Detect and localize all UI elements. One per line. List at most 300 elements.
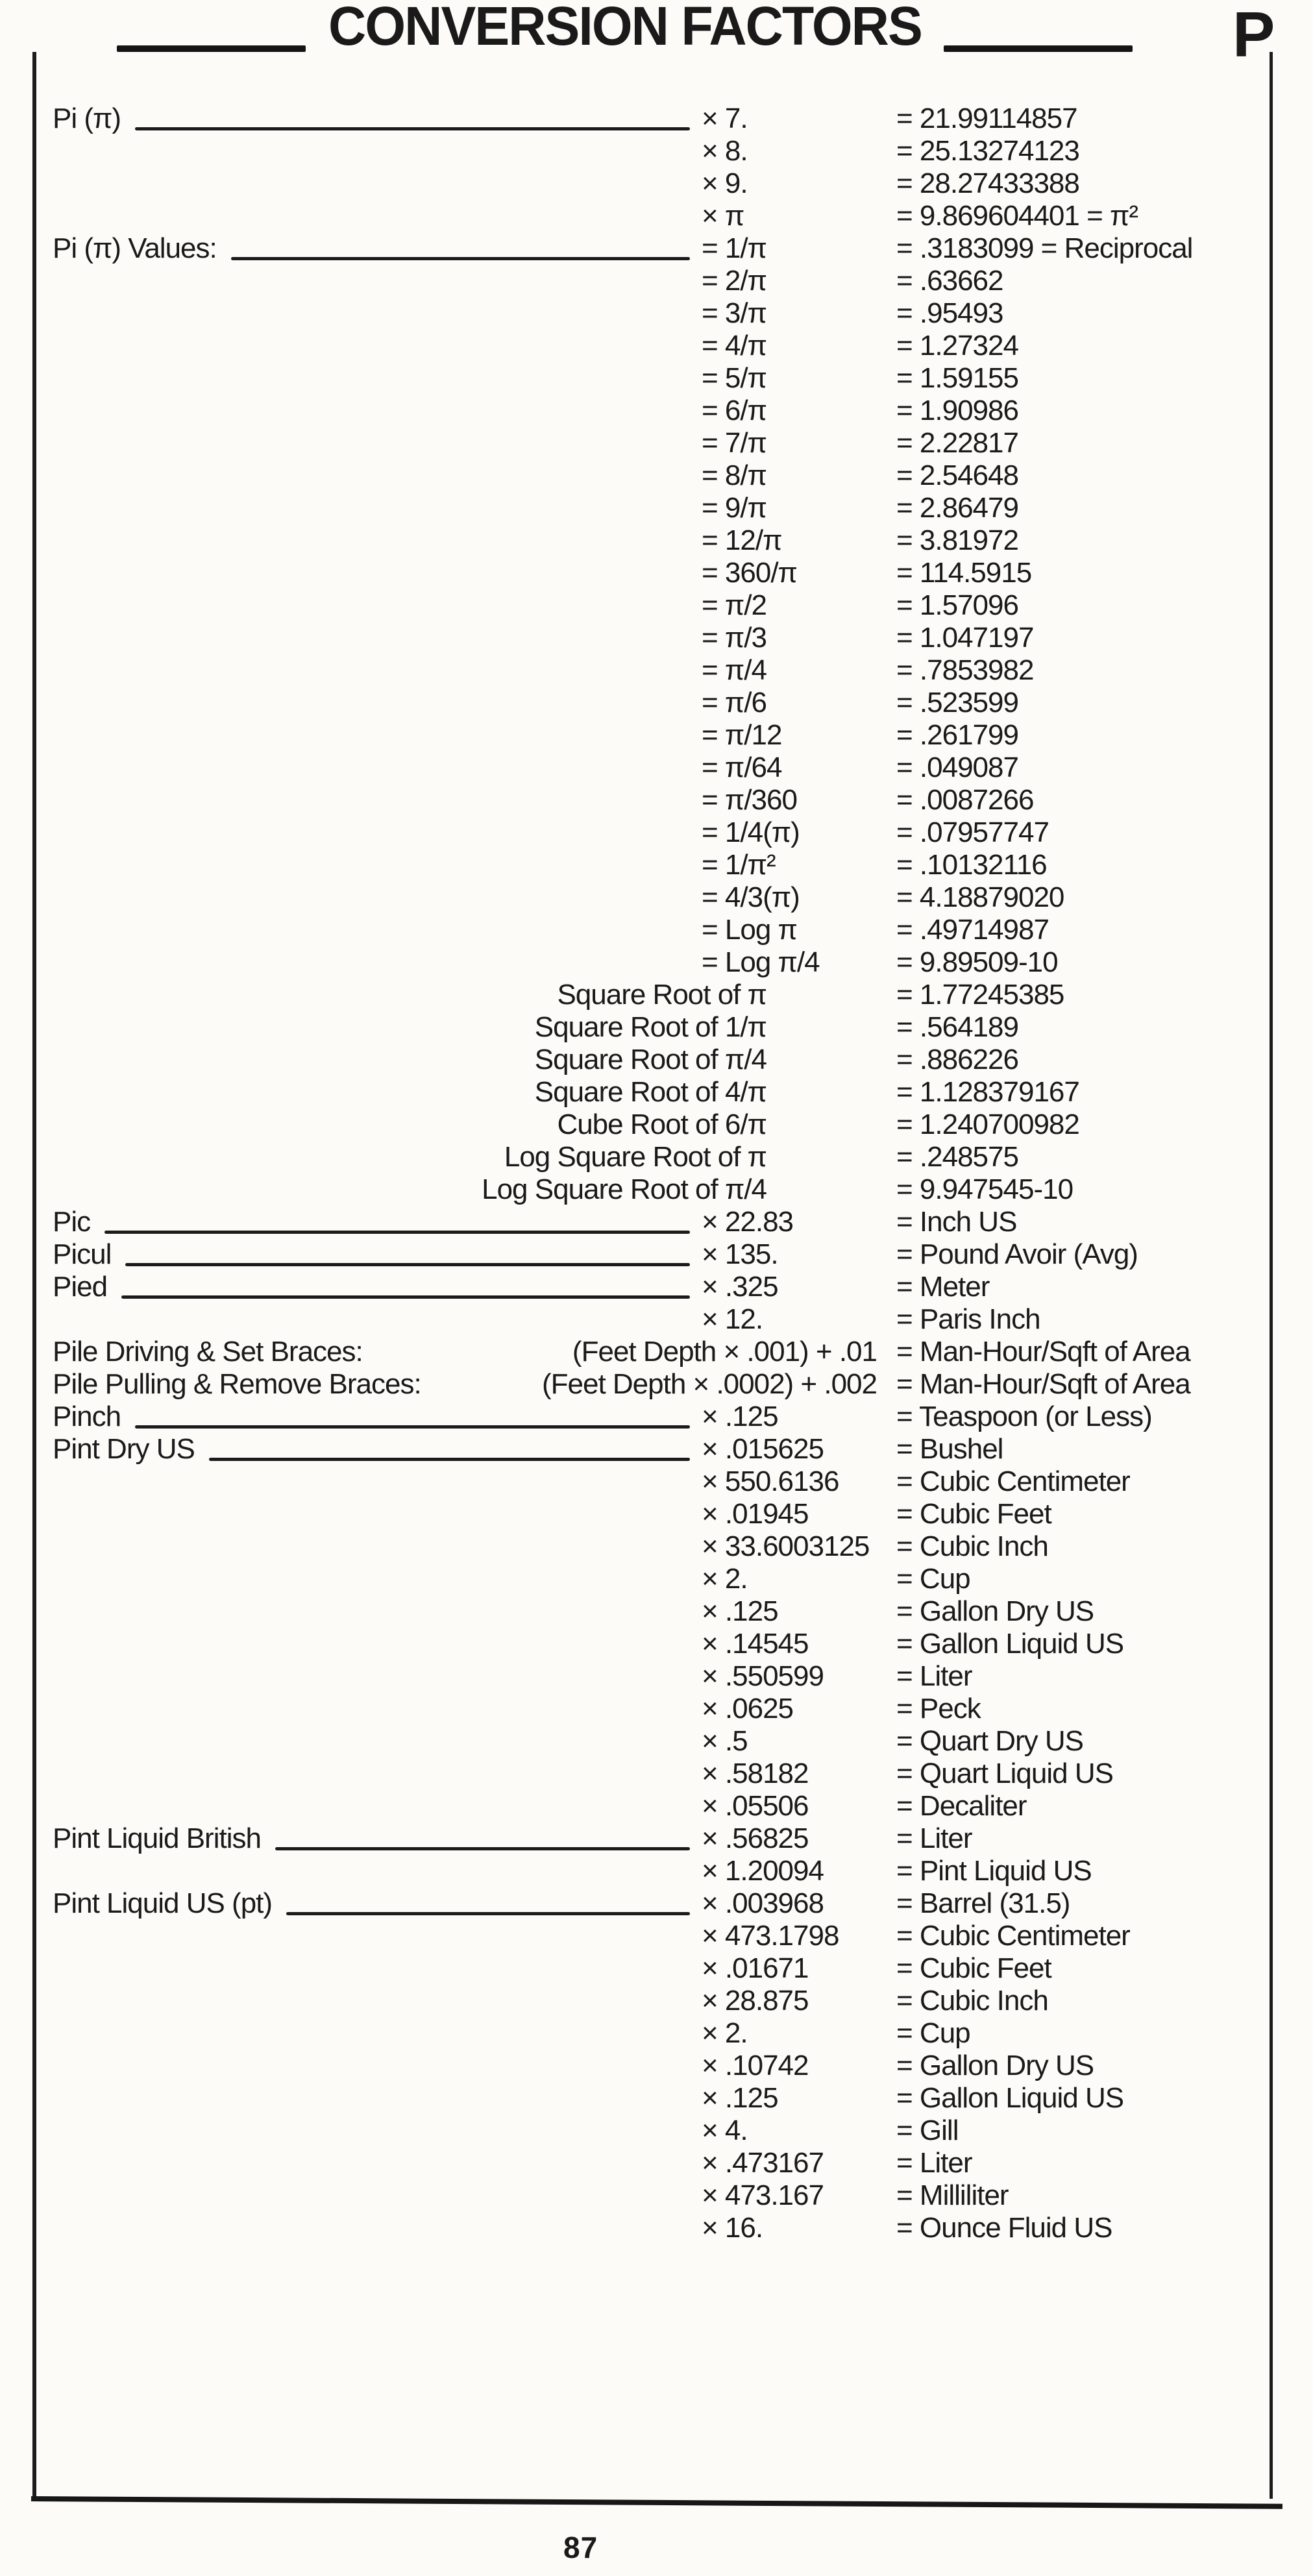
- row-expression: × .0625: [702, 1693, 794, 1724]
- row-expression: = 1/π: [702, 232, 767, 264]
- row-expression: Square Root of 1/π: [534, 1011, 767, 1043]
- row-value: = Paris Inch: [896, 1303, 1040, 1335]
- leader-line: [125, 1263, 690, 1266]
- row-label: Pint Liquid US (pt): [53, 1887, 273, 1919]
- row-expression-zone: [702, 689, 896, 717]
- row-expression: × 8.: [702, 135, 748, 167]
- row-value: = Cup: [896, 1563, 970, 1595]
- row-value: = .10132116: [896, 849, 1047, 881]
- row-expression: × 473.1798: [702, 1920, 839, 1952]
- row-value: = Bushel: [896, 1433, 1003, 1465]
- row-expression: = π/360: [702, 784, 797, 816]
- table-row: [36, 330, 1270, 362]
- conversion-table: [36, 103, 1270, 2244]
- row-expression: × .550599: [702, 1660, 824, 1692]
- row-expression-zone: [702, 1240, 896, 1269]
- row-expression-zone: [702, 721, 896, 750]
- table-row: [36, 589, 1270, 622]
- row-value: = Quart Liquid US: [896, 1758, 1113, 1789]
- row-expression: × 4.: [702, 2115, 748, 2146]
- row-label-zone: [53, 1240, 702, 1269]
- table-row: [36, 1011, 1270, 1044]
- row-expression-zone: [702, 851, 896, 879]
- row-label: Pi (π): [53, 103, 121, 134]
- content-box: [32, 52, 1273, 2499]
- row-value: = Milliliter: [896, 2179, 1009, 2211]
- table-row: [36, 752, 1270, 784]
- row-expression: = π/4: [702, 654, 767, 686]
- table-row: [36, 2147, 1270, 2179]
- row-expression-zone: [702, 559, 896, 587]
- row-expression-zone: [702, 2052, 896, 2080]
- row-expression-zone: [702, 1662, 896, 1691]
- table-row: [36, 1466, 1270, 1498]
- row-value: = .0087266: [896, 784, 1034, 816]
- row-value: = .63662: [896, 265, 1003, 297]
- row-expression-zone: [702, 137, 896, 166]
- row-expression: × .125: [702, 1595, 778, 1627]
- table-row: [36, 1628, 1270, 1660]
- table-row: [36, 2212, 1270, 2244]
- row-expression-zone: [702, 2214, 896, 2242]
- row-label-zone: [53, 981, 767, 1009]
- row-expression-zone: [702, 948, 896, 977]
- row-expression: × .01671: [702, 1952, 809, 1984]
- row-expression: × .003968: [702, 1887, 824, 1919]
- leader-line: [209, 1458, 690, 1461]
- row-expression: = 1/π²: [702, 849, 776, 881]
- row-expression: × .56825: [702, 1822, 809, 1854]
- table-row: [36, 2115, 1270, 2147]
- table-row: [36, 200, 1270, 232]
- row-expression: Square Root of π/4: [534, 1044, 767, 1075]
- row-value: = .07957747: [896, 816, 1049, 848]
- row-label: Pint Liquid British: [53, 1822, 261, 1854]
- row-value: = Inch US: [896, 1206, 1017, 1238]
- row-value: = .7853982: [896, 654, 1034, 686]
- row-label-zone: [53, 1889, 702, 1918]
- row-expression: × π: [702, 200, 744, 232]
- row-value: = .564189: [896, 1011, 1018, 1043]
- row-expression: = 1/4(π): [702, 816, 800, 848]
- row-expression-zone: [702, 818, 896, 847]
- row-expression: = 360/π: [702, 557, 797, 589]
- row-expression: = Log π: [702, 914, 797, 946]
- row-expression-zone: [702, 429, 896, 458]
- row-value: = Man-Hour/Sqft of Area: [896, 1336, 1190, 1368]
- table-row: [36, 1790, 1270, 1822]
- row-expression-zone: [702, 1760, 896, 1788]
- table-row: [36, 1109, 1270, 1141]
- title-band: [117, 0, 1133, 56]
- row-expression-zone: [702, 2084, 896, 2113]
- table-row: [36, 687, 1270, 719]
- row-expression: = π/2: [702, 589, 767, 621]
- row-value: = .49714987: [896, 914, 1049, 946]
- row-expression-zone: [702, 1435, 896, 1464]
- row-label-zone: [53, 104, 702, 133]
- row-value: = Liter: [896, 1660, 972, 1692]
- row-expression: × 7.: [702, 103, 748, 134]
- row-expression: = 6/π: [702, 395, 767, 426]
- table-row: [36, 103, 1270, 135]
- row-label-zone: [53, 1273, 702, 1301]
- row-value: = .886226: [896, 1044, 1018, 1075]
- table-row: [36, 2179, 1270, 2212]
- table-row: [36, 1887, 1270, 1920]
- row-expression-zone: [702, 234, 896, 263]
- row-expression: × 12.: [702, 1303, 763, 1335]
- row-expression: × .125: [702, 2082, 778, 2114]
- row-expression: Log Square Root of π: [504, 1141, 767, 1173]
- table-row: [36, 265, 1270, 297]
- row-expression: × 550.6136: [702, 1466, 839, 1497]
- row-expression-zone: [702, 299, 896, 328]
- row-value: = Barrel (31.5): [896, 1887, 1070, 1919]
- row-value: = Quart Dry US: [896, 1725, 1083, 1757]
- row-expression-zone: [702, 591, 896, 620]
- row-expression-zone: [702, 1889, 896, 1918]
- row-value: = Man-Hour/Sqft of Area: [896, 1368, 1190, 1400]
- row-value: = 21.99114857: [896, 103, 1077, 134]
- row-expression: × 16.: [702, 2212, 763, 2244]
- row-expression: × 135.: [702, 1238, 778, 1270]
- leader-line: [135, 127, 690, 130]
- row-expression: = π/64: [702, 752, 782, 783]
- row-label-zone: [53, 1143, 767, 1171]
- row-value: = Ounce Fluid US: [896, 2212, 1112, 2244]
- row-value: = Cubic Centimeter: [896, 1920, 1130, 1952]
- row-value: = 1.128379167: [896, 1076, 1079, 1108]
- row-value: = Cubic Centimeter: [896, 1466, 1130, 1497]
- row-label-zone: [53, 1370, 877, 1399]
- row-expression-zone: [702, 1987, 896, 2015]
- row-expression: × 1.20094: [702, 1855, 824, 1887]
- row-expression-zone: [702, 397, 896, 425]
- row-expression-zone: [702, 1500, 896, 1528]
- row-value: = Liter: [896, 2147, 972, 2179]
- table-row: [36, 460, 1270, 492]
- row-value: = .049087: [896, 752, 1018, 783]
- title-rule-left: [117, 45, 306, 52]
- row-expression: × 28.875: [702, 1985, 809, 2017]
- row-expression: = 4/π: [702, 330, 767, 362]
- row-expression: = 7/π: [702, 427, 767, 459]
- row-expression-zone: [702, 2019, 896, 2048]
- table-row: [36, 1044, 1270, 1076]
- row-value: = 9.89509-10: [896, 946, 1058, 978]
- table-row: [36, 881, 1270, 914]
- row-expression: × 9.: [702, 167, 748, 199]
- table-row: [36, 1660, 1270, 1693]
- row-value: = 1.27324: [896, 330, 1018, 362]
- row-expression: × 2.: [702, 2017, 748, 2049]
- row-expression-zone: [702, 1695, 896, 1723]
- table-row: [36, 557, 1270, 589]
- row-value: = 1.240700982: [896, 1109, 1079, 1140]
- row-expression-zone: [702, 883, 896, 912]
- row-expression: = π/3: [702, 622, 767, 654]
- table-row: [36, 719, 1270, 752]
- row-value: = 1.57096: [896, 589, 1018, 621]
- table-row: [36, 816, 1270, 849]
- row-expression: × .01945: [702, 1498, 809, 1530]
- table-row: [36, 1758, 1270, 1790]
- row-expression-zone: [702, 1792, 896, 1821]
- row-value: = 9.947545-10: [896, 1173, 1074, 1205]
- row-label-zone: [53, 1175, 767, 1204]
- row-value: = 1.047197: [896, 622, 1034, 654]
- row-expression: Square Root of 4/π: [534, 1076, 767, 1108]
- row-expression: = 3/π: [702, 297, 767, 329]
- table-row: [36, 622, 1270, 654]
- row-label-zone: [53, 234, 702, 263]
- row-expression: (Feet Depth × .001) + .01: [572, 1336, 877, 1368]
- row-expression: × .125: [702, 1401, 778, 1432]
- row-expression-zone: [702, 1565, 896, 1593]
- row-label: Pied: [53, 1271, 108, 1303]
- row-expression-zone: [702, 916, 896, 944]
- row-expression-zone: [702, 169, 896, 198]
- row-value: = Cubic Feet: [896, 1498, 1051, 1530]
- table-row: [36, 524, 1270, 557]
- table-row: [36, 1822, 1270, 1855]
- row-value: = Cup: [896, 2017, 970, 2049]
- row-value: = Pint Liquid US: [896, 1855, 1092, 1887]
- row-expression-zone: [702, 202, 896, 230]
- row-label: Pile Driving & Set Braces:: [53, 1336, 363, 1368]
- row-expression: × .473167: [702, 2147, 824, 2179]
- row-label-zone: [53, 1435, 702, 1464]
- row-label-zone: [53, 1078, 767, 1107]
- table-row: [36, 135, 1270, 167]
- row-expression-zone: [702, 2116, 896, 2145]
- row-expression-zone: [702, 267, 896, 295]
- row-label-zone: [53, 1013, 767, 1042]
- table-row: [36, 1433, 1270, 1466]
- row-expression-zone: [702, 786, 896, 815]
- page-number: 87: [563, 2531, 598, 2564]
- row-expression: × .05506: [702, 1790, 809, 1822]
- row-expression-zone: [702, 2181, 896, 2210]
- table-row: [36, 1920, 1270, 1952]
- row-value: = Liter: [896, 1822, 972, 1854]
- table-row: [36, 1530, 1270, 1563]
- table-row: [36, 1238, 1270, 1271]
- row-expression: × .325: [702, 1271, 778, 1303]
- row-expression: × 33.6003125: [702, 1530, 870, 1562]
- table-row: [36, 1952, 1270, 1985]
- row-label-zone: [53, 1824, 702, 1853]
- table-row: [36, 167, 1270, 200]
- row-expression-zone: [702, 364, 896, 393]
- row-expression-zone: [702, 1532, 896, 1561]
- table-row: [36, 2082, 1270, 2115]
- row-expression-zone: [702, 1597, 896, 1626]
- row-label: Picul: [53, 1238, 112, 1270]
- row-expression-zone: [702, 754, 896, 782]
- row-expression-zone: [702, 2149, 896, 2177]
- row-value: = 1.59155: [896, 362, 1018, 394]
- row-expression-zone: [702, 1208, 896, 1236]
- table-row: [36, 362, 1270, 395]
- row-expression: = 9/π: [702, 492, 767, 524]
- row-expression-zone: [702, 1857, 896, 1885]
- row-expression-zone: [702, 1727, 896, 1756]
- row-value: = 28.27433388: [896, 167, 1079, 199]
- row-value: = Gallon Dry US: [896, 1595, 1094, 1627]
- table-row: [36, 1985, 1270, 2017]
- row-value: = .523599: [896, 687, 1018, 718]
- section-tab-letter: P: [1233, 0, 1274, 70]
- page-title: CONVERSION FACTORS: [328, 0, 922, 56]
- row-expression-zone: [702, 526, 896, 555]
- row-label-zone: [53, 1338, 877, 1366]
- row-value: = 1.90986: [896, 395, 1018, 426]
- row-value: = 9.869604401 = π²: [896, 200, 1138, 232]
- row-expression-zone: [702, 494, 896, 522]
- row-expression-zone: [702, 1954, 896, 1983]
- row-value: = .248575: [896, 1141, 1018, 1173]
- row-label-zone: [53, 1046, 767, 1074]
- row-value: = 1.77245385: [896, 979, 1064, 1011]
- row-expression: = π/6: [702, 687, 767, 718]
- row-value: = 2.86479: [896, 492, 1018, 524]
- row-value: = Decaliter: [896, 1790, 1027, 1822]
- table-row: [36, 1725, 1270, 1758]
- table-row: [36, 232, 1270, 265]
- row-expression: = Log π/4: [702, 946, 820, 978]
- row-value: = 2.54648: [896, 460, 1018, 491]
- row-label-zone: [53, 1208, 702, 1236]
- row-expression-zone: [702, 1273, 896, 1301]
- table-row: [36, 1271, 1270, 1303]
- row-expression: = π/12: [702, 719, 782, 751]
- table-row: [36, 1206, 1270, 1238]
- table-row: [36, 1141, 1270, 1173]
- row-value: = Gill: [896, 2115, 959, 2146]
- row-expression: × .10742: [702, 2050, 809, 2081]
- table-row: [36, 914, 1270, 946]
- table-row: [36, 1303, 1270, 1336]
- row-expression-zone: [702, 1630, 896, 1658]
- row-label: Pinch: [53, 1401, 121, 1432]
- table-row: [36, 1595, 1270, 1628]
- table-row: [36, 1401, 1270, 1433]
- table-row: [36, 1693, 1270, 1725]
- row-expression: = 5/π: [702, 362, 767, 394]
- table-row: [36, 2017, 1270, 2050]
- table-row: [36, 1173, 1270, 1206]
- table-row: [36, 1498, 1270, 1530]
- row-value: = Gallon Liquid US: [896, 2082, 1124, 2114]
- row-expression-zone: [702, 332, 896, 360]
- row-expression: (Feet Depth × .0002) + .002: [541, 1368, 877, 1400]
- row-value: = Gallon Liquid US: [896, 1628, 1124, 1660]
- leader-line: [286, 1912, 690, 1915]
- row-expression-zone: [702, 656, 896, 685]
- row-expression-zone: [702, 104, 896, 133]
- table-row: [36, 2050, 1270, 2082]
- table-row: [36, 979, 1270, 1011]
- table-row: [36, 1076, 1270, 1109]
- row-expression: × .14545: [702, 1628, 809, 1660]
- table-row: [36, 297, 1270, 330]
- row-value: = .95493: [896, 297, 1003, 329]
- row-value: = Peck: [896, 1693, 981, 1724]
- table-row: [36, 1563, 1270, 1595]
- table-row: [36, 1855, 1270, 1887]
- row-expression: = 8/π: [702, 460, 767, 491]
- row-value: = Cubic Inch: [896, 1985, 1048, 2017]
- table-row: [36, 849, 1270, 881]
- row-value: = Cubic Feet: [896, 1952, 1051, 1984]
- row-expression: = 12/π: [702, 524, 782, 556]
- row-expression: × .015625: [702, 1433, 824, 1465]
- row-expression: × .5: [702, 1725, 748, 1757]
- row-label: Pile Pulling & Remove Braces:: [53, 1368, 421, 1400]
- row-value: = .3183099 = Reciprocal: [896, 232, 1193, 264]
- row-expression: Cube Root of 6/π: [557, 1109, 767, 1140]
- row-label-zone: [53, 1403, 702, 1431]
- row-expression: = 4/3(π): [702, 881, 800, 913]
- table-row: [36, 492, 1270, 524]
- leader-line: [121, 1295, 690, 1299]
- row-value: = Gallon Dry US: [896, 2050, 1094, 2081]
- row-expression-zone: [702, 461, 896, 490]
- row-value: = Meter: [896, 1271, 990, 1303]
- row-value: = 114.5915: [896, 557, 1032, 589]
- row-expression-zone: [702, 1824, 896, 1853]
- row-expression: = 2/π: [702, 265, 767, 297]
- row-expression: Square Root of π: [557, 979, 767, 1011]
- row-value: = Pound Avoir (Avg): [896, 1238, 1138, 1270]
- leader-line: [231, 257, 690, 260]
- row-value: = Cubic Inch: [896, 1530, 1048, 1562]
- row-value: = Teaspoon (or Less): [896, 1401, 1152, 1432]
- row-expression-zone: [702, 1922, 896, 1950]
- table-row: [36, 784, 1270, 816]
- table-row: [36, 395, 1270, 427]
- table-row: [36, 427, 1270, 460]
- table-row: [36, 1336, 1270, 1368]
- table-row: [36, 1368, 1270, 1401]
- row-value: = 4.18879020: [896, 881, 1064, 913]
- row-value: = 2.22817: [896, 427, 1018, 459]
- leader-line: [275, 1847, 690, 1850]
- row-label: Pint Dry US: [53, 1433, 195, 1465]
- row-expression: Log Square Root of π/4: [482, 1173, 767, 1205]
- row-expression: × .58182: [702, 1758, 809, 1789]
- row-expression: × 473.167: [702, 2179, 824, 2211]
- row-expression: × 22.83: [702, 1206, 794, 1238]
- leader-line: [135, 1425, 690, 1429]
- row-expression: × 2.: [702, 1563, 748, 1595]
- row-expression-zone: [702, 1467, 896, 1496]
- table-row: [36, 946, 1270, 979]
- row-value: = 25.13274123: [896, 135, 1079, 167]
- row-value: = .261799: [896, 719, 1018, 751]
- table-row: [36, 654, 1270, 687]
- title-rule-right: [944, 45, 1133, 52]
- row-label-zone: [53, 1110, 767, 1139]
- row-expression-zone: [702, 1403, 896, 1431]
- row-value: = 3.81972: [896, 524, 1018, 556]
- leader-line: [104, 1231, 690, 1234]
- row-label: Pic: [53, 1206, 91, 1238]
- row-expression-zone: [702, 624, 896, 652]
- row-expression-zone: [702, 1305, 896, 1334]
